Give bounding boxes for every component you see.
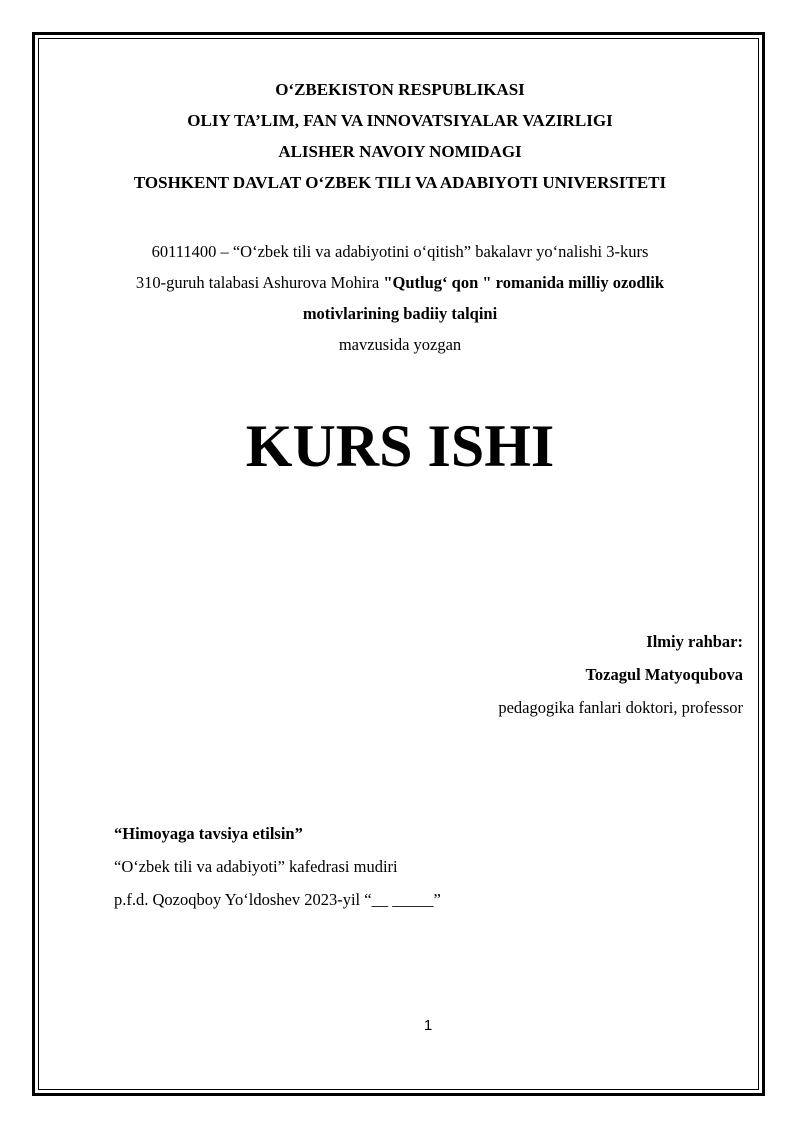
header-line-ministry: OLIY TA’LIM, FAN VA INNOVATSIYALAR VAZIRLIGI (187, 111, 613, 130)
description-line-suffix: mavzusida yozgan (338, 335, 462, 354)
advisor-name: Tozagul Matyoqubova (585, 665, 743, 684)
header-line-country: O‘ZBEKISTON RESPUBLIKASI (275, 80, 525, 99)
description-line-student (60, 267, 740, 298)
topic-title-part2: motivlarining badiiy talqini (302, 304, 498, 323)
advisor-position: pedagogika fanlari doktori, professor (498, 698, 743, 717)
description-line-topic (60, 298, 740, 329)
work-description (60, 236, 740, 360)
advisor-label: Ilmiy rahbar: (646, 632, 743, 651)
approval-heading: “Himoyaga tavsiya etilsin” (114, 824, 303, 843)
approval-block (114, 817, 714, 916)
student-info: 310-guruh talabasi Ashurova Mohira (135, 273, 384, 292)
header-line-named-after: ALISHER NAVOIY NOMIDAGI (278, 142, 522, 161)
page-number: 1 (423, 1017, 433, 1034)
approval-signature-line: p.f.d. Qozoqboy Yo‘ldoshev 2023-yil “__ _____” (114, 890, 441, 909)
document-title: KURS ISHI (245, 413, 555, 479)
advisor-block (343, 625, 743, 724)
topic-title-part1: "Qutlug‘ qon " romanida milliy ozodlik (383, 273, 665, 292)
header-line-university: TOSHKENT DAVLAT O‘ZBEK TILI VA ADABIYOTI UNIVERSITETI (133, 173, 667, 192)
approval-department: “O‘zbek tili va adabiyoti” kafedrasi mudiri (114, 857, 398, 876)
institution-header (60, 74, 740, 198)
description-line-program: 60111400 – “O‘zbek tili va adabiyotini o‘qitish” bakalavr yo‘nalishi 3-kurs (151, 242, 649, 261)
